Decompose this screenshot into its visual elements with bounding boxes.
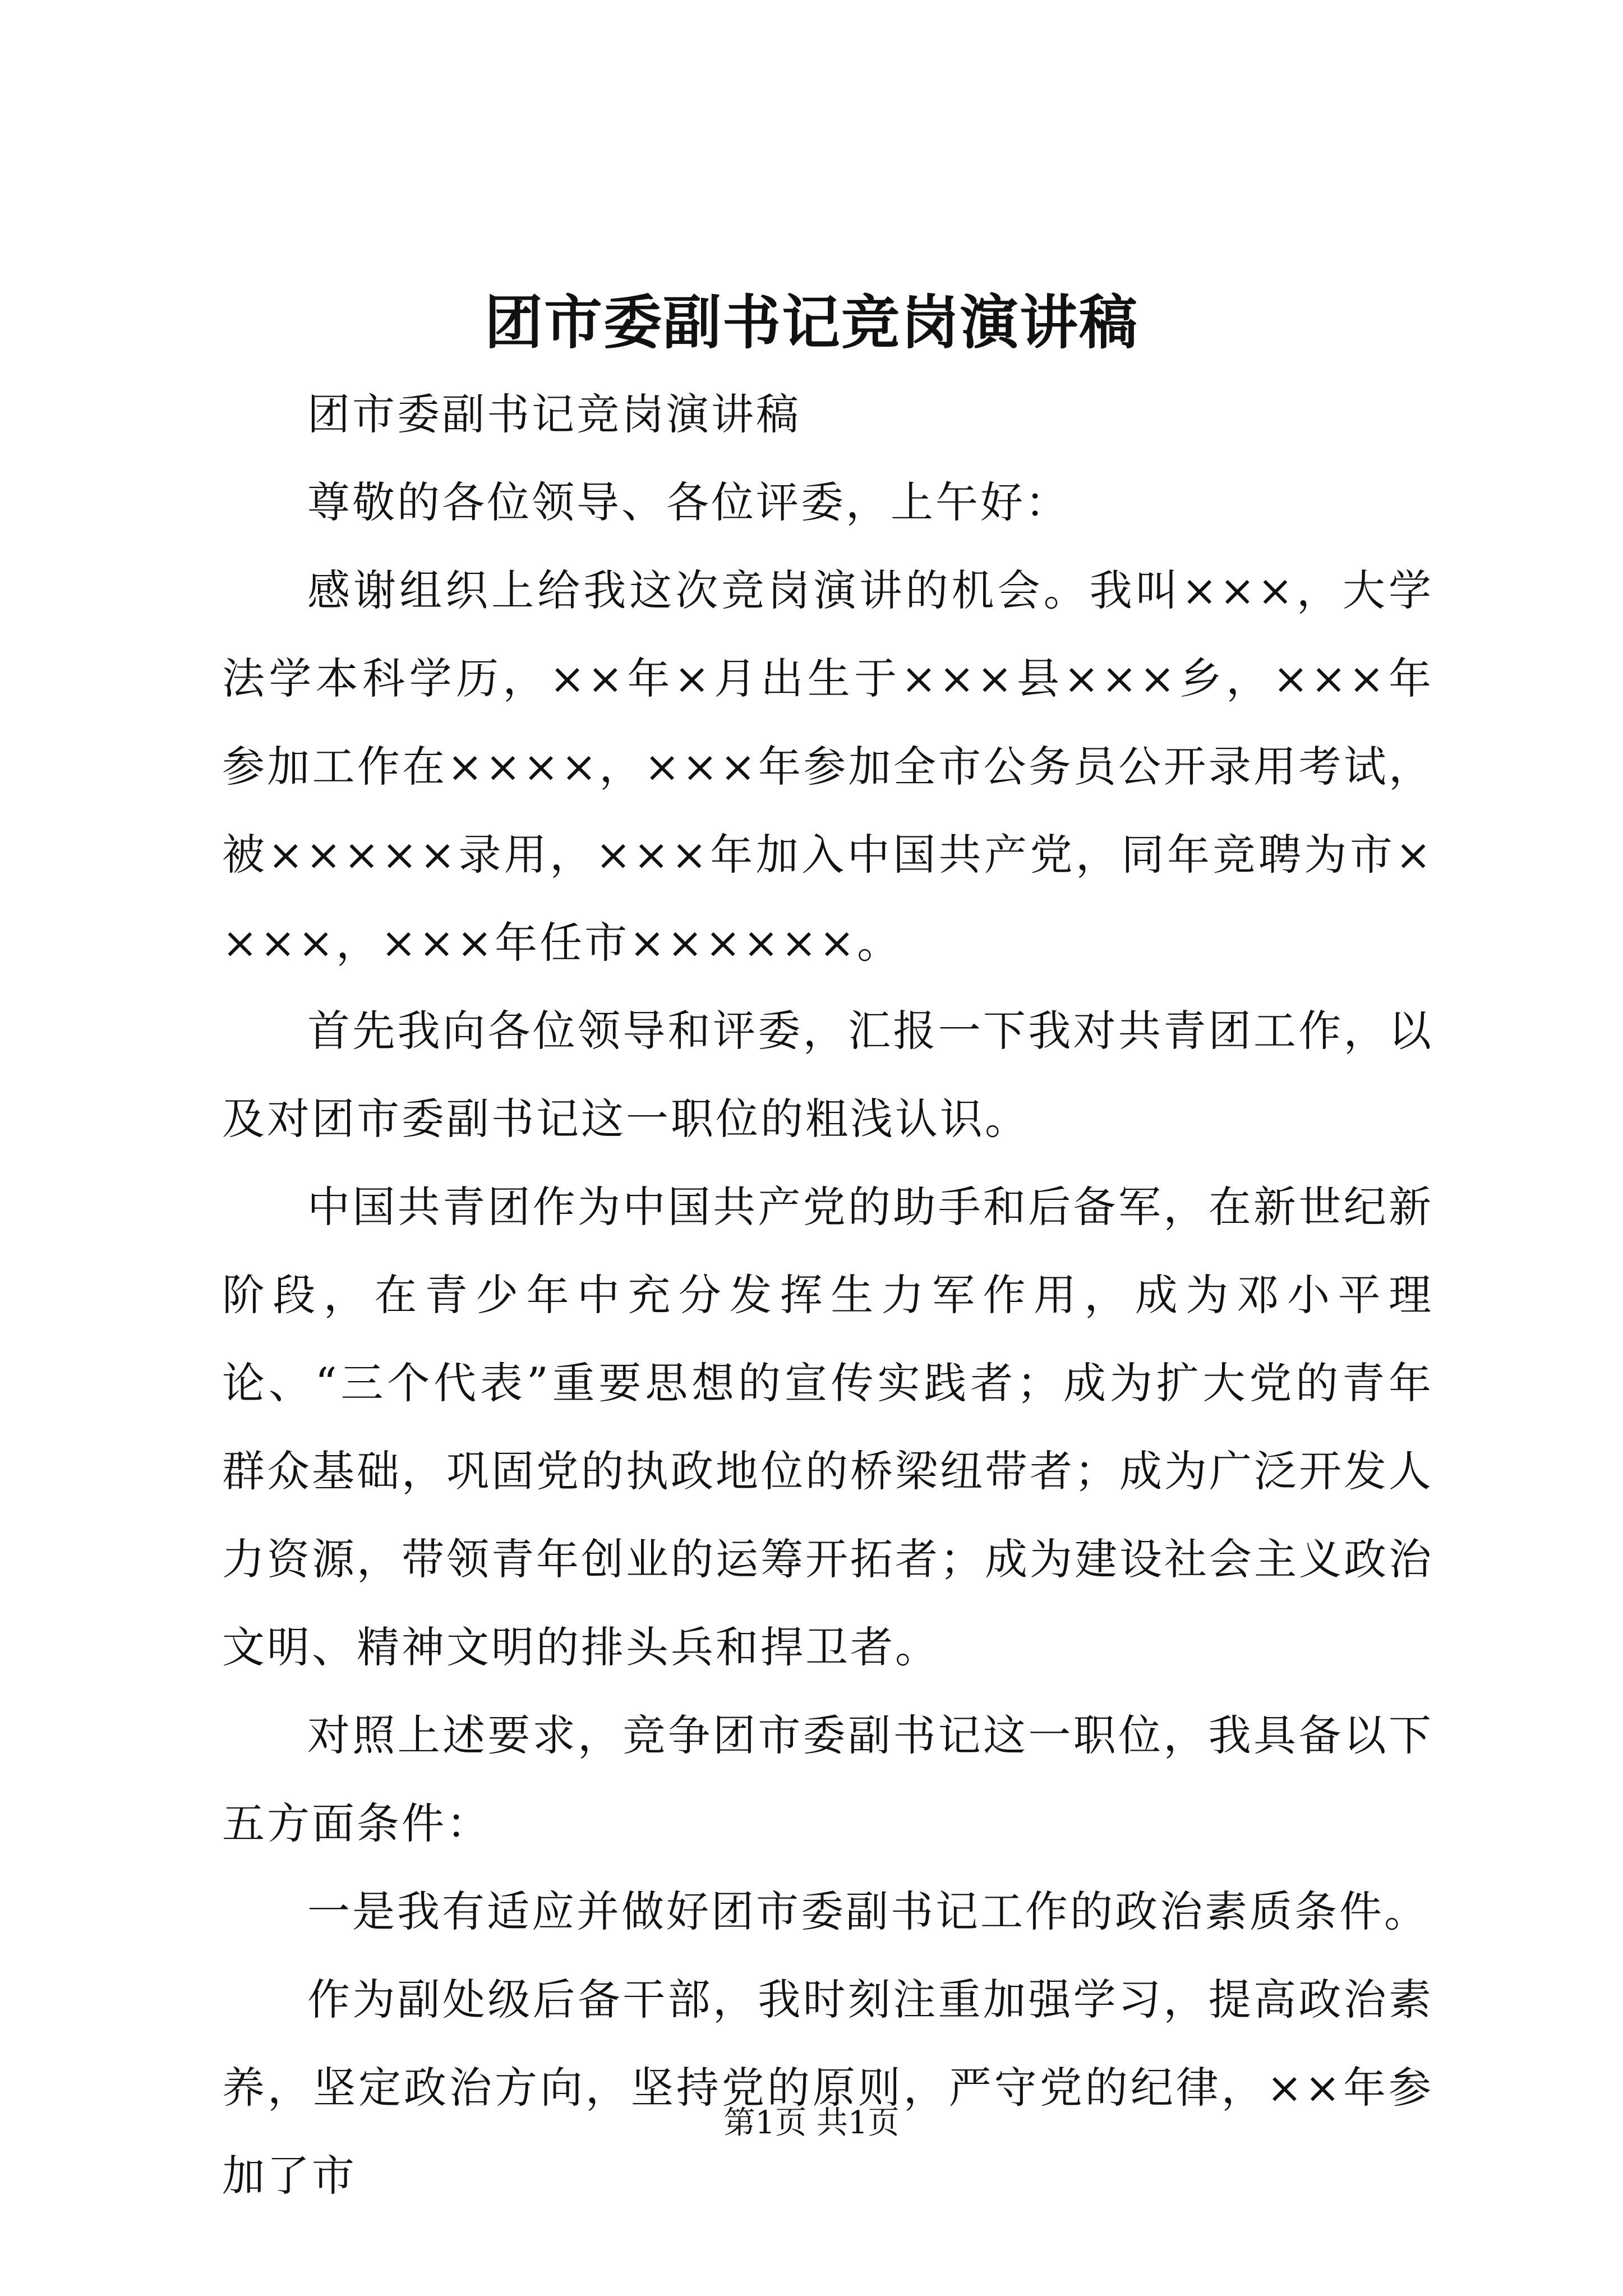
paragraph: 对照上述要求，竞争团市委副书记这一职位，我具备以下五方面条件： bbox=[222, 1710, 1433, 1848]
document-title: 团市委副书记竞岗演讲稿 bbox=[484, 288, 1138, 357]
paragraph: 中国共青团作为中国共产党的助手和后备军，在新世纪新阶段，在青少年中充分发挥生力军作用，成为邓小平理论、“三个代表”重要思想的宣传实践者；成为扩大党的青年群众基础，巩固党的执政地位的桥梁纽带者；成为广泛开发人力资源，带领青年创业的运筹开拓者；成为建设社会主义政治文明、精神文明的排头兵和捍卫者。 bbox=[222, 1182, 1433, 1672]
paragraph: 团市委副书记竞岗演讲稿 bbox=[307, 389, 801, 439]
paragraph: 尊敬的各位领导、各位评委，上午好： bbox=[307, 477, 1070, 527]
document-body bbox=[222, 370, 1433, 2220]
paragraph: 一是我有适应并做好团市委副书记工作的政治素质条件。 bbox=[307, 1887, 1429, 1936]
page-footer: 第1页 共1页 bbox=[723, 2105, 900, 2141]
paragraph: 感谢组织上给我这次竞岗演讲的机会。我叫×××，大学法学本科学历，××年×月出生于×××县×××乡，×××年参加工作在××××，×××年参加全市公务员公开录用考试，被×××××录用，×××年加入中国共产党，同年竞聘为市××××，×××年任市××××××。 bbox=[222, 565, 1433, 968]
paragraph: 作为副处级后备干部，我时刻注重加强学习，提高政治素养，坚定政治方向，坚持党的原则，严守党的纪律，××年参加了市 bbox=[222, 1975, 1433, 2201]
paragraph: 首先我向各位领导和评委，汇报一下我对共青团工作，以及对团市委副书记这一职位的粗浅认识。 bbox=[222, 1006, 1433, 1144]
